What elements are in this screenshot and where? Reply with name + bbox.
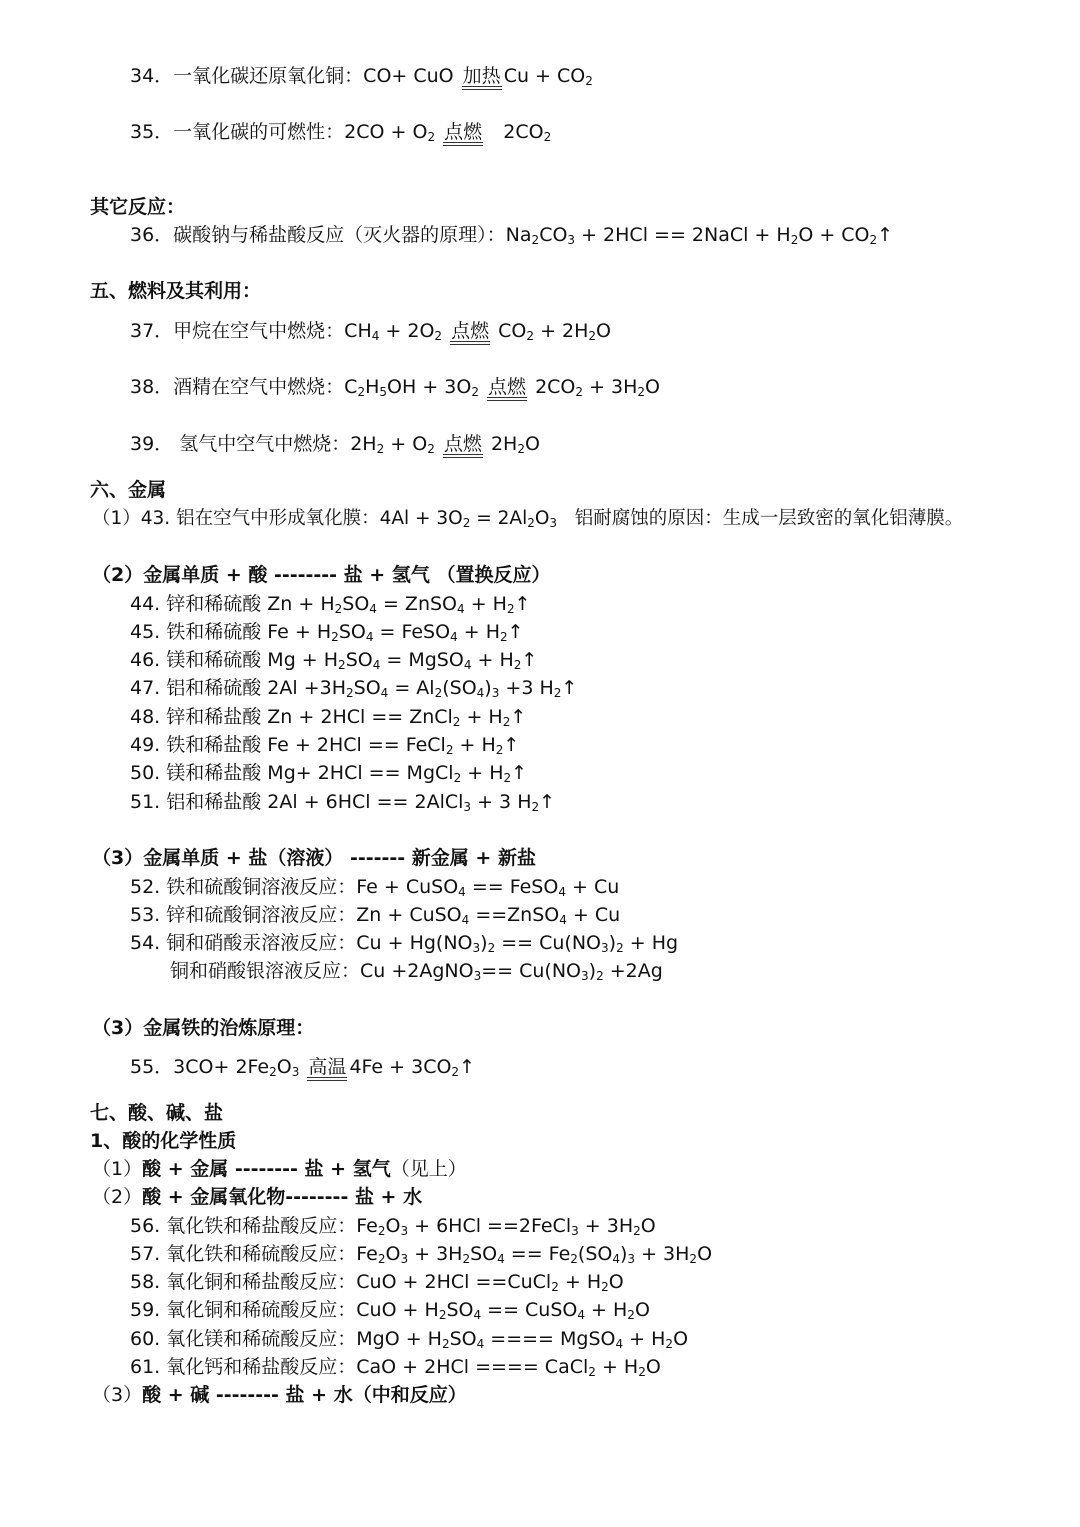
reaction-37: 37．甲烷在空气中燃烧：$CH_4 + 2O_2$ 点燃 $CO_2 + 2H_2O$ <box>130 320 612 343</box>
reaction-48: 48. 锌和稀盐酸 Zn + 2HCl == ZnCl$_2$ + $H_2↑$ <box>130 706 527 729</box>
reaction-54b: 铜和硝酸银溶液反应：Cu +2AgNO$_3$== $Cu(NO_3)_2 +2Ag$ <box>170 960 663 983</box>
reaction-58: 58. 氧化铜和稀盐酸反应：CuO + 2HCl ==CuCl$_2$ + $H_2O$ <box>130 1271 624 1294</box>
heading-acid-metal: （1）酸 + 金属 -------- 盐 + 氢气（见上） <box>92 1158 467 1180</box>
reaction-38: 38．酒精在空气中燃烧：$C_2H_5OH + 3O_2$ 点燃 $2CO_2 + 3H_2O$ <box>130 376 661 399</box>
reaction-45: 45. 铁和稀硫酸 $Fe + H_2SO_4$ = FeSO$_4$ + $H_2↑$ <box>130 621 524 644</box>
reaction-56: 56. 氧化铁和稀盐酸反应：$Fe_2O_3 + 6HCl$ ==2FeCl$_3$ + $3H_2O$ <box>130 1215 656 1238</box>
reaction-51: 51. 铝和稀盐酸 2Al + 6HCl == 2AlCl$_3$ + 3 $H_2↑$ <box>130 791 556 814</box>
reaction-35: 35．一氧化碳的可燃性：$2CO + O_2$ 点燃 $2CO_2$ <box>130 121 552 144</box>
reaction-60: 60. 氧化镁和稀硫酸反应：MgO + $H_2SO_4$ ==== MgSO$_4$ + $H_2O$ <box>130 1328 689 1351</box>
reaction-49: 49. 铁和稀盐酸 Fe + 2HCl == FeCl$_2$ + $H_2↑$ <box>130 734 520 757</box>
heading-other-reactions: 其它反应： <box>90 196 186 218</box>
reaction-54: 54. 铜和硝酸汞溶液反应：$Cu + Hg(NO_3)_2 == Cu(NO_3)_2 + Hg$ <box>130 932 679 955</box>
reaction-59: 59. 氧化铜和稀硫酸反应：CuO + $H_2SO_4$ == CuSO$_4$ + $H_2O$ <box>130 1299 650 1322</box>
heading-iron-smelting: （3）金属铁的治炼原理： <box>92 1017 315 1039</box>
reaction-61: 61. 氧化钙和稀盐酸反应：CaO + 2HCl ==== CaCl$_2$ + $H_2O$ <box>130 1356 661 1379</box>
heading-acid-base-salt: 七、酸、碱、盐 <box>90 1102 224 1124</box>
heading-metal: 六、金属 <box>90 479 167 501</box>
heading-acid-metal-oxide: （2）酸 + 金属氧化物-------- 盐 + 水 <box>92 1186 423 1208</box>
reaction-47: 47. 铝和稀硫酸 $2Al +3H_2SO_4 = Al_2(SO_4)_3 +3$ $H_2↑$ <box>130 677 578 700</box>
reaction-39: 39． 氢气中空气中燃烧：$2H_2 + O_2$ 点燃 $2H_2O$ <box>130 433 540 456</box>
reaction-36: 36．碳酸钠与稀盐酸反应（灭火器的原理）：$Na_2CO_3 + 2HCl$ == 2NaCl + $H_2O$ + $CO_2↑$ <box>130 224 894 247</box>
heading-fuel: 五、燃料及其利用： <box>90 280 262 302</box>
heading-metal-salt: （3）金属单质 + 盐（溶液） ------- 新金属 + 新盐 <box>92 847 536 869</box>
reaction-53: 53. 锌和硫酸铜溶液反应：Zn + CuSO$_4$ ==ZnSO$_4$ + Cu <box>130 904 621 927</box>
reaction-46: 46. 镁和稀硫酸 $Mg + H_2SO_4$ = MgSO$_4$ + $H_2↑$ <box>130 649 538 672</box>
heading-metal-acid: （2）金属单质 + 酸 -------- 盐 + 氢气 （置换反应） <box>92 564 551 586</box>
reaction-57: 57. 氧化铁和稀硫酸反应：$Fe_2O_3 + 3H_2SO_4 == Fe_2(SO_4)_3 + 3H_2O$ <box>130 1243 713 1266</box>
heading-acid-base: （3）酸 + 碱 -------- 盐 + 水（中和反应） <box>92 1384 467 1406</box>
heading-acid-properties: 1、酸的化学性质 <box>90 1130 237 1152</box>
reaction-43: （1）43. 铝在空气中形成氧化膜：$4Al + 3O_2 = 2Al_2O_3$ 铝耐腐蚀的原因：生成一层致密的氧化铝薄膜。 <box>92 508 964 530</box>
reaction-55: 55．$3CO+ 2Fe_2O_3$ 高温 $4Fe + 3CO_2↑$ <box>130 1056 475 1079</box>
reaction-44: 44. 锌和稀硫酸 $Zn + H_2SO_4$ = ZnSO$_4$ + $H_2↑$ <box>130 593 531 616</box>
reaction-52: 52. 铁和硫酸铜溶液反应：Fe + CuSO$_4$ == FeSO$_4$ + Cu <box>130 876 620 899</box>
reaction-34: 34．一氧化碳还原氧化铜：CO+ CuO 加热 $Cu + CO_2$ <box>130 65 593 88</box>
reaction-50: 50. 镁和稀盐酸 Mg+ 2HCl == MgCl$_2$ + $H_2↑$ <box>130 762 528 785</box>
